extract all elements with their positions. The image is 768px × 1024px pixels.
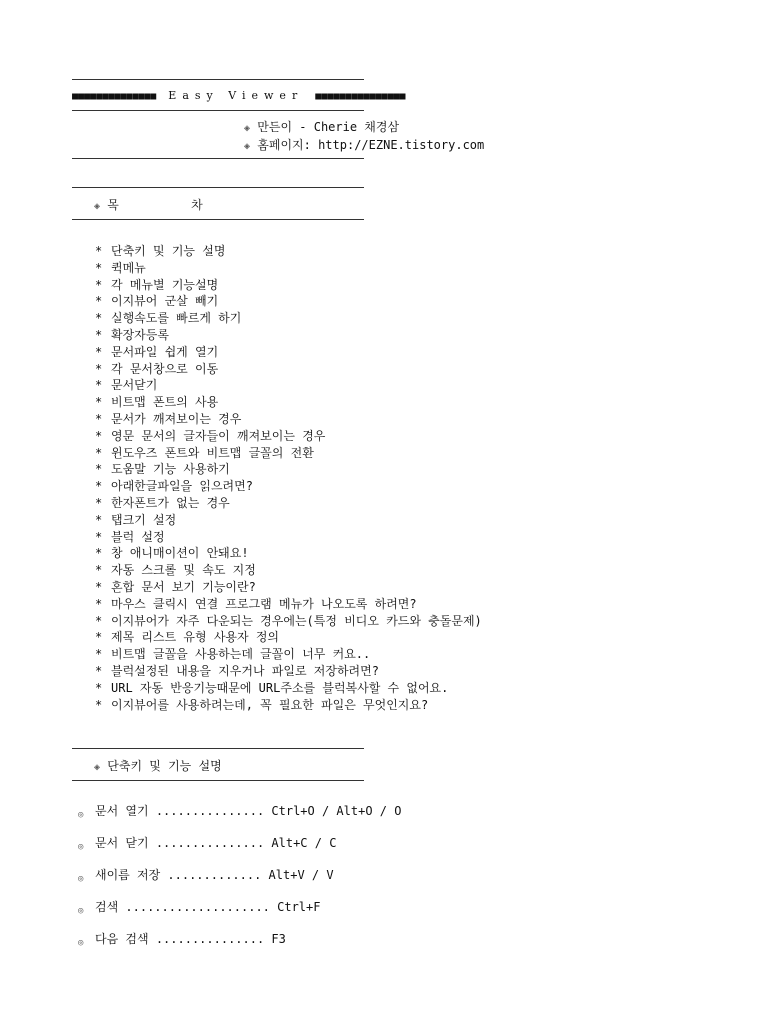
star-bullet-icon: * [95,294,103,309]
homepage-line [244,138,484,154]
star-bullet-icon: * [95,244,103,258]
star-bullet-icon: * [95,479,103,494]
diamond-bullet-icon: ◈ [244,123,251,134]
shortcut-text: 다음 검색 ............... F3 [95,932,286,946]
star-bullet-icon: * [95,395,103,410]
star-bullet-icon: * [95,327,103,342]
star-bullet-icon: * [95,630,103,645]
star-bullet-icon: * [95,613,103,628]
toc-item[interactable]: * 자동 스크롤 및 속도 지정 [95,563,256,578]
star-bullet-icon: * [95,529,103,544]
toc-item[interactable]: * 탭크기 설정 [95,512,177,527]
shortcut-item [78,932,286,950]
circle-bullet-icon: ◎ [78,810,84,820]
star-bullet-icon: * [95,445,103,460]
header-bottom-rule [72,158,364,159]
toc-item[interactable]: * 문서파일 쉽게 열기 [95,344,219,359]
toc-item[interactable]: * 영문 문서의 글자들이 깨져보이는 경우 [95,428,326,443]
shortcut-item [78,900,320,918]
diamond-bullet-icon: ◈ [94,762,101,773]
toc-item[interactable]: * 마우스 클릭시 연결 프로그램 메뉴가 나오도록 하려면? [95,596,417,611]
header-top-rule [72,79,364,80]
banner-title [72,89,406,104]
circle-bullet-icon: ◎ [78,874,84,884]
shortcut-text: 문서 닫기 ............... Alt+C / C [95,836,337,850]
star-bullet-icon: * [95,697,103,712]
toc-item[interactable]: * 한자폰트가 없는 경우 [95,495,230,510]
star-bullet-icon: * [95,344,103,359]
shortcuts-heading-text: 단축키 및 기능 설명 [107,759,222,773]
toc-item[interactable]: * 블럭설정된 내용을 지우거나 파일로 저장하려면? [95,663,379,678]
toc-item[interactable]: * 도움말 기능 사용하기 [95,462,230,477]
star-bullet-icon: * [95,462,103,477]
toc-item[interactable]: * 블럭 설정 [95,529,165,544]
header-mid-rule [72,110,364,111]
toc-item[interactable]: * 이지뷰어가 자주 다운되는 경우에는(특정 비디오 카드와 충돌문제) [95,613,482,628]
toc-bottom-rule [72,219,364,220]
shortcut-text: 새이름 저장 ............. Alt+V / V [95,868,334,882]
star-bullet-icon: * [95,596,103,611]
author-line [244,120,399,136]
toc-item[interactable]: * 각 문서창으로 이동 [95,361,219,376]
toc-item[interactable]: * 퀵메뉴 [95,260,146,275]
star-bullet-icon: * [95,277,103,292]
shortcut-item [78,836,336,854]
star-bullet-icon: * [95,361,103,376]
app-title: Easy Viewer [168,89,304,102]
star-bullet-icon: * [95,311,103,326]
toc-item[interactable]: * 문서가 깨져보이는 경우 [95,411,242,426]
toc-item[interactable]: * 비트맵 글꼴을 사용하는데 글꼴이 너무 커요.. [95,647,371,662]
circle-bullet-icon: ◎ [78,842,84,852]
star-bullet-icon: * [95,428,103,443]
star-bullet-icon: * [95,546,103,561]
star-bullet-icon: * [95,680,103,695]
toc-top-rule [72,187,364,188]
toc-item[interactable]: * 이지뷰어 군살 빼기 [95,294,219,309]
toc-item[interactable]: * 이지뷰어를 사용하려는데, 꼭 필요한 파일은 무엇인지요? [95,697,429,712]
shortcuts-bottom-rule [72,780,364,781]
toc-item[interactable]: * 확장자등록 [95,327,169,342]
circle-bullet-icon: ◎ [78,938,84,948]
star-bullet-icon: * [95,579,103,594]
star-bullet-icon: * [95,512,103,527]
banner-bar-left: ■■■■■■■■■■■■■■ [72,91,157,102]
shortcuts-heading [94,759,222,775]
toc-item[interactable]: * URL 자동 반응기능때문에 URL주소를 블럭복사할 수 없어요. [95,680,449,695]
diamond-bullet-icon: ◈ [244,141,251,152]
toc-list [95,243,482,713]
star-bullet-icon: * [95,260,103,275]
shortcut-text: 검색 .................... Ctrl+F [95,900,321,914]
diamond-bullet-icon: ◈ [94,201,101,212]
shortcut-item [78,868,334,886]
star-bullet-icon: * [95,495,103,510]
toc-item[interactable]: * 실행속도를 빠르게 하기 [95,311,242,326]
shortcut-item [78,804,401,822]
circle-bullet-icon: ◎ [78,906,84,916]
author-text: 만든이 - Cherie 채경삼 [257,120,400,134]
shortcuts-top-rule [72,748,364,749]
star-bullet-icon: * [95,378,103,393]
star-bullet-icon: * [95,663,103,678]
star-bullet-icon: * [95,411,103,426]
toc-item[interactable]: * 아래한글파일을 읽으려면? [95,479,253,494]
star-bullet-icon: * [95,563,103,578]
toc-item[interactable]: * 윈도우즈 폰트와 비트맵 글꼴의 전환 [95,445,314,460]
banner-bar-right: ■■■■■■■■■■■■■■■ [315,91,406,102]
toc-item[interactable]: * 제목 리스트 유형 사용자 정의 [95,630,280,645]
toc-item[interactable]: * 각 메뉴별 기능설명 [95,277,219,292]
toc-item[interactable]: * 문서닫기 [95,378,158,393]
toc-item[interactable]: * 단축키 및 기능 설명 [95,244,226,258]
homepage-text: 홈페이지: http://EZNE.tistory.com [257,138,485,152]
toc-item[interactable]: * 혼합 문서 보기 기능이란? [95,579,256,594]
toc-heading-text: 목 차 [107,198,203,212]
toc-item[interactable]: * 창 애니매이션이 안돼요! [95,546,249,561]
toc-heading [94,198,203,214]
toc-item[interactable]: * 비트맵 폰트의 사용 [95,395,219,410]
star-bullet-icon: * [95,647,103,662]
shortcut-text: 문서 열기 ............... Ctrl+O / Alt+O / O [95,804,402,818]
